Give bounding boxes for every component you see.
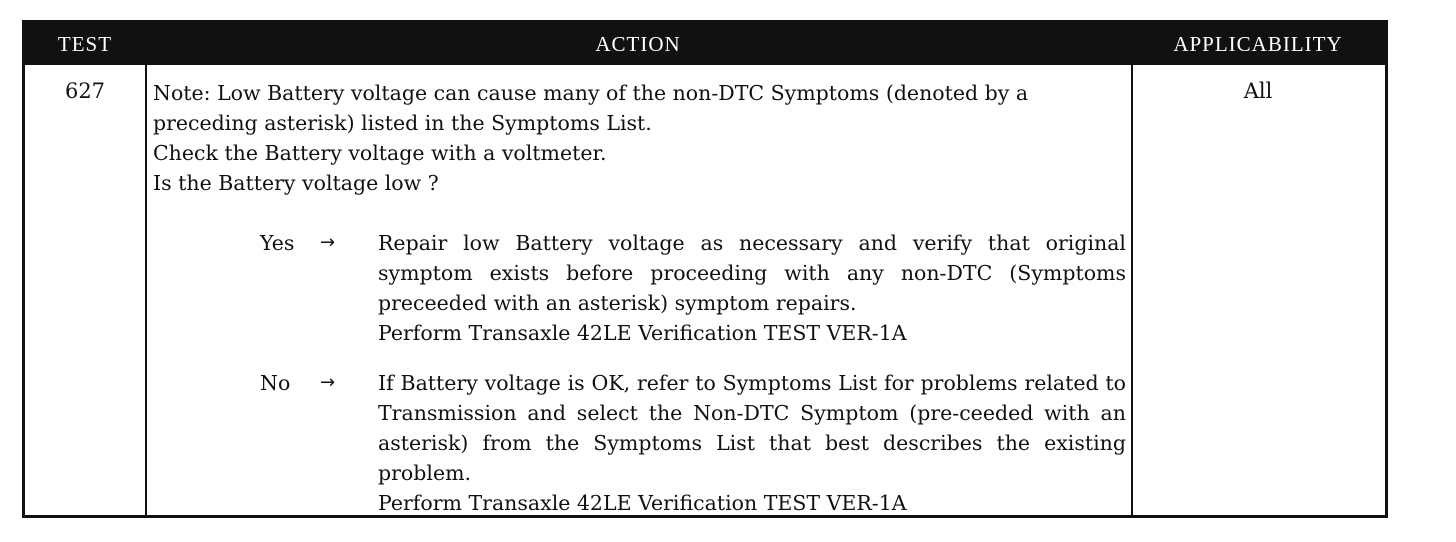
right-arrow-icon: → xyxy=(320,372,336,393)
yes-instructions xyxy=(378,228,1126,348)
right-arrow-icon: → xyxy=(320,232,336,253)
no-instructions xyxy=(378,368,1126,518)
note-line: preceding asterisk) listed in the Symptoms List. xyxy=(153,111,652,135)
test-number: 627 xyxy=(64,79,106,103)
note-line: Note: Low Battery voltage can cause many of the non-DTC Symptoms (denoted by a xyxy=(153,81,1029,105)
column-divider xyxy=(145,65,147,515)
header-action: ACTION xyxy=(595,32,681,56)
header-applicability: APPLICABILITY xyxy=(1173,32,1343,56)
no-label: No xyxy=(260,371,291,395)
yes-text: Repair low Battery voltage as necessary and verify that original symptom exists before proceeding with any non-DTC (Symptoms preceeded with an asterisk) symptom repairs. xyxy=(378,231,1126,315)
no-perform: Perform Transaxle 42LE Verification TEST VER-1A xyxy=(378,491,907,515)
applicability-value: All xyxy=(1243,79,1273,103)
diagnostic-test-table xyxy=(22,20,1388,518)
no-text: If Battery voltage is OK, refer to Symptoms List for problems related to Transmission and select the Non-DTC Symptom (pre-ceeded with an asterisk) from the Symptoms List that best describes the existing problem. xyxy=(378,371,1126,485)
table-header xyxy=(25,23,1385,65)
column-divider xyxy=(1131,65,1133,515)
question-line: Is the Battery voltage low ? xyxy=(153,171,439,195)
action-cell xyxy=(153,78,1126,515)
yes-label: Yes xyxy=(260,231,295,255)
yes-perform: Perform Transaxle 42LE Verification TEST VER-1A xyxy=(378,321,907,345)
header-test: TEST xyxy=(57,32,113,56)
note-line: Check the Battery voltage with a voltmeter. xyxy=(153,141,607,165)
